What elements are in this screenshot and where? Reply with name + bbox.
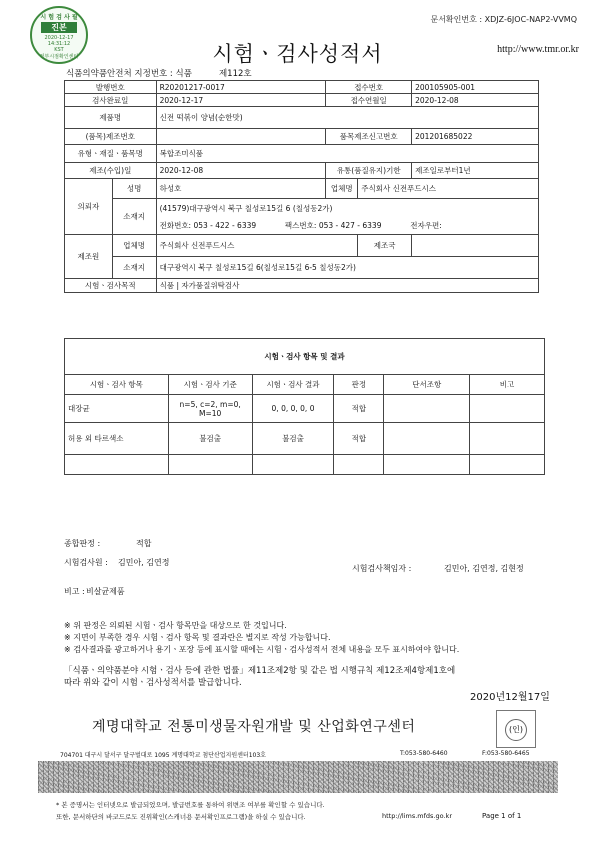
results-section-title: 시험ㆍ검사 항목 및 결과 [65, 339, 545, 375]
client-company: 주식회사 신전푸드시스 [358, 179, 539, 199]
note-3: ※ 검사결과를 광고하거나 용기ㆍ포장 등에 표시할 때에는 시험ㆍ검사성적서 전체 내용을 모두 표시하여야 합니다. [64, 645, 460, 654]
results-table [64, 338, 545, 475]
results-header-row: 시험ㆍ검사 항목 시험ㆍ검사 기준 시험ㆍ검사 결과 판정 단서조항 비고 [65, 375, 545, 395]
authenticity-seal-icon: 시 험 검 사 필 진본 2020-12-17 14:31:12 KST 정부시점확인센터 [30, 6, 88, 64]
legal-basis-line: 「식품ㆍ의약품분야 시험ㆍ검사 등에 관한 법률」제11조제2항 및 같은 법 시행규칙 제12조제4항제1호에 [64, 666, 456, 676]
remark-label: 비고 : [64, 587, 85, 596]
completion-date: 2020-12-17 [156, 94, 326, 107]
issuance-line: 따라 위와 같이 시험ㆍ검사성적서를 발급합니다. [64, 678, 242, 688]
client-phone: 전화번호: 053 - 422 - 6339 [159, 220, 257, 230]
verification-barcode-icon [38, 761, 558, 793]
footer-url[interactable]: http://lims.mfds.go.kr [382, 812, 452, 820]
product-type: 복합조미식품 [156, 145, 538, 163]
issue-number: R20201217-0017 [156, 81, 326, 94]
client-address: (41579)대구광역시 북구 칠성로15길 6 (칠성동2가) [159, 203, 333, 213]
issue-date: 2020년12월17일 [470, 692, 550, 703]
manufacturer-country [412, 235, 539, 257]
table-row: 허용 외 타르색소 불검출 불검출 적합 [65, 423, 545, 455]
organization-tel: T:053-580-6460 [400, 750, 448, 757]
client-name: 하성호 [156, 179, 326, 199]
product-name: 신전 떡볶이 양념(순한맛) [156, 107, 538, 129]
manufacturer-company: 주식회사 신전푸드시스 [156, 235, 358, 257]
expiry-period: 제조일로부터1년 [412, 163, 539, 179]
overall-judgement: 적합 [136, 539, 152, 548]
tester-names: 김민아, 김연정 [118, 558, 170, 567]
receipt-number: 200105905-001 [412, 81, 539, 94]
test-purpose: 식품 | 자가품질위탁검사 [156, 279, 538, 293]
official-stamp-icon: (인) [496, 710, 536, 748]
page-indicator: Page 1 of 1 [482, 812, 522, 820]
receipt-date: 2020-12-08 [412, 94, 539, 107]
document-verification-number: 문서확인번호 : XDJZ-6JOC-NAP2-VVMQ [430, 15, 577, 24]
manufacturing-number [156, 129, 326, 145]
manufacturing-date: 2020-12-08 [156, 163, 326, 179]
note-1: ※ 위 판정은 의뢰된 시험ㆍ검사 항목만을 대상으로 한 것입니다. [64, 621, 287, 630]
info-table: 발행번호 R20201217-0017 접수번호 200105905-001 검사완료일 2020-12-17 접수연월일 2020-12-08 제품명 신전 떡볶이 양념(순한맛) (품목)제조번호 품목제조신고번호 201201685022 유형ㆍ재질ㆍ품목명 복합조미식품 제조(수입)일 2020-12-08 유통(품질유지)기한 제조일로부터1년 의뢰자 성명 하성호 업체명 주식회사 신전푸드시스 소재지 (41579)대구광역시 북구 칠성로15길 6 (칠성동2가) 전화번호: 053 - 422 - 6339 팩스번호: 053 - 427 - 6339 전자우편: 제조원 업체명 주식회사 신전푸드시스 제조국 소재지 대구광역시 북구 칠성로15길 6(칠성로15길 6-5 칠성동2가) 시험ㆍ검사목적 식품 | 자가품질위탁검사 [64, 80, 539, 293]
manager-names: 김민아, 김연정, 김현정 [444, 564, 524, 573]
manufacturer-address: 대구광역시 북구 칠성로15길 6(칠성로15길 6-5 칠성동2가) [156, 257, 538, 279]
table-row: 대장균 n=5, c=2, m=0, M=10 0, 0, 0, 0, 0 적합 [65, 395, 545, 423]
client-email: 전자우편: [410, 220, 442, 230]
client-address-block [156, 199, 538, 235]
organization-fax: F:053-580-6465 [482, 750, 530, 757]
client-fax: 팩스번호: 053 - 427 - 6339 [284, 220, 382, 230]
remark-value: 비살균제품 [86, 587, 125, 596]
website-url[interactable]: http://www.tmr.or.kr [497, 44, 579, 55]
footer-note-2: 또한, 문서하단의 바코드로도 진위확인(스캐너용 문서확인프로그램)을 하실 수 있습니다. [56, 813, 306, 821]
manager-label: 시험검사책임자 : [352, 564, 412, 573]
page-title: 시험ㆍ검사성적서 [212, 42, 383, 66]
note-2: ※ 지면이 부족한 경우 시험ㆍ검사 항목 및 결과란은 별지로 작성 가능합니다. [64, 633, 331, 642]
organization-name: 계명대학교 전통미생물자원개발 및 산업화연구센터 [92, 719, 416, 735]
footer-note-1: * 본 증명서는 인터넷으로 발급되었으며, 발급번호를 통하여 위변조 여부를 확인할 수 있습니다. [56, 801, 325, 809]
overall-judgement-label: 종합판정 : [64, 539, 101, 548]
agency-designation: 식품의약품안전처 지정번호 : 식품 제112호 [66, 69, 252, 79]
tester-label: 시험검사원 : [64, 558, 108, 567]
organization-address: 704701 대구시 달서구 달구벌대로 1095 계명대학교 첨단산업지원센터103호 [60, 752, 266, 759]
product-report-number: 201201685022 [412, 129, 539, 145]
